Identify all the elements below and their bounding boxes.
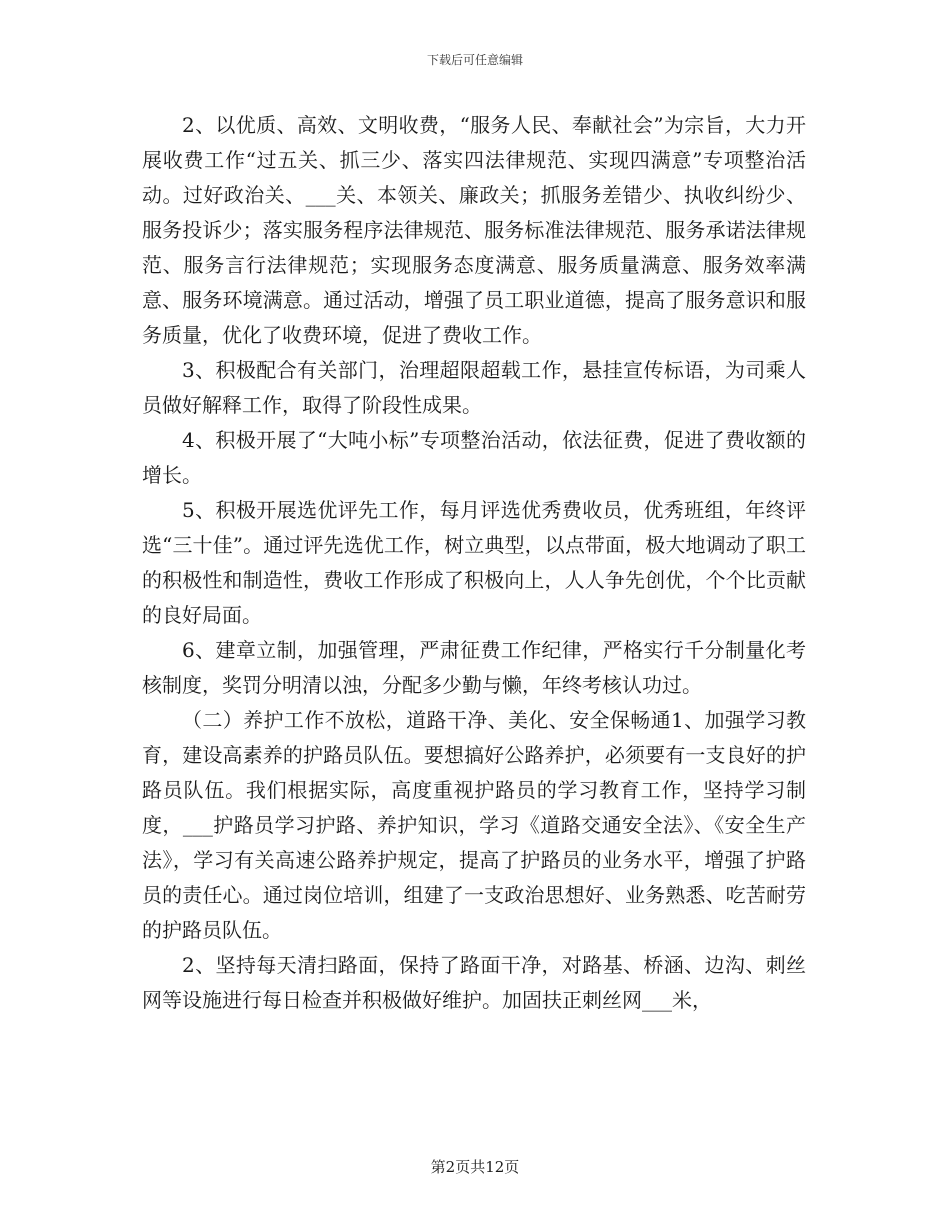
paragraph-item-5-awards: 5、积极开展选优评先工作，每月评选优秀费收员，优秀班组，年终评选“三十佳”。通过评先选优工作，树立典型，以点带面，极大地调动了职工的积极性和制造性，费收工作形成了积极向上，人人争先创优，个个比贡献的良好局面。 — [142, 498, 806, 627]
page-header-note: 下载后可任意编辑 — [426, 53, 523, 67]
paragraph-section-2-maintenance: （二）养护工作不放松，道路干净、美化、安全保畅通1、加强学习教育，建设高素养的护路员队伍。要想搞好公路养护，必须要有一支良好的护路员队伍。我们根据实际，高度重视护路员的学习教育工作，坚持学习制度，___护路员学习护路、养护知识，学习《道路交通安全法》、《安全生产法》，学习有关高速公路养护规定，提高了护路员的业务水平，增强了护路员的责任心。通过岗位培训，组建了一支政治思想好、业务熟悉、吃苦耐劳的护路员队伍。 — [142, 708, 806, 942]
paragraph-item-6-management: 6、建章立制，加强管理，严肃征费工作纪律，严格实行千分制量化考核制度，奖罚分明清以浊，分配多少勤与懒，年终考核认功过。 — [142, 638, 806, 697]
paragraph-item-4-campaign: 4、积极开展了“大吨小标”专项整治活动，依法征费，促进了费收额的增长。 — [142, 428, 806, 487]
paragraph-item-2-cleaning: 2、坚持每天清扫路面，保持了路面干净，对路基、桥涵、边沟、刺丝网等设施进行每日检查并积极做好维护。加固扶正刺丝网___米， — [142, 953, 806, 1012]
page-number-footer: 第2页共12页 — [430, 1158, 520, 1176]
paragraph-item-2-fees: 2、以优质、高效、文明收费，“服务人民、奉献社会”为宗旨，大力开展收费工作“过五关、抓三少、落实四法律规范、实现四满意”专项整治活动。过好政治关、___关、本领关、廉政关；抓服务差错少、执收纠纷少、服务投诉少；落实服务程序法律规范、服务标准法律规范、服务承诺法律规范、服务言行法律规范；实现服务态度满意、服务质量满意、服务效率满意、服务环境满意。通过活动，增强了员工职业道德，提高了服务意识和服务质量，优化了收费环境，促进了费收工作。 — [142, 113, 806, 347]
paragraph-item-3-overload: 3、积极配合有关部门，治理超限超载工作，悬挂宣传标语，为司乘人员做好解释工作，取得了阶段性成果。 — [142, 358, 806, 417]
document-body — [142, 108, 806, 1018]
